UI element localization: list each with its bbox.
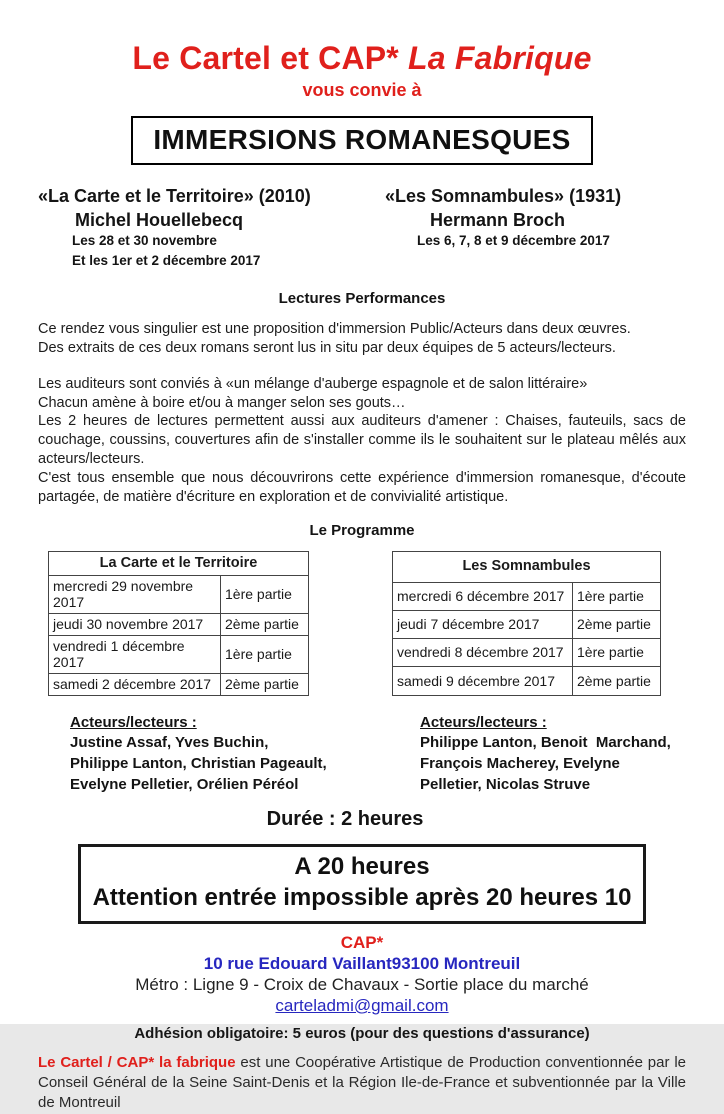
- table-cell-date: samedi 2 décembre 2017: [49, 673, 221, 695]
- duration-text: Durée : 2 heures: [266, 808, 424, 831]
- actors-left: [70, 713, 350, 796]
- table-row: [49, 635, 309, 673]
- page-subtitle: vous convie à: [302, 80, 422, 100]
- work-right-author: Hermann Broch: [430, 209, 566, 230]
- page-title-italic: La Fabrique: [398, 40, 592, 76]
- table-row: [393, 582, 661, 610]
- time-box-line2: Attention entrée impossible après 20 heures 10: [92, 884, 632, 912]
- table-cell-date: vendredi 1 décembre 2017: [49, 635, 221, 673]
- table-row: [49, 613, 309, 635]
- programme-table-carte: [48, 551, 309, 696]
- table-title: La Carte et le Territoire: [49, 551, 309, 575]
- work-left-title: «La Carte et le Territoire» (2010): [38, 186, 311, 206]
- table-cell-date: mercredi 29 novembre 2017: [49, 575, 221, 613]
- table-cell-part: 1ère partie: [221, 635, 309, 673]
- table-cell-date: vendredi 8 décembre 2017: [393, 639, 573, 667]
- actors-right: [420, 713, 720, 796]
- work-right-date-line: Les 6, 7, 8 et 9 décembre 2017: [417, 232, 610, 248]
- table-row: [393, 639, 661, 667]
- programme-heading: Le Programme: [309, 521, 415, 539]
- programme-tables: [48, 551, 724, 696]
- work-left-author: Michel Houellebecq: [75, 209, 244, 230]
- intro-line: Ce rendez vous singulier est une proposition d'immersion Public/Acteurs dans deux œuvres.: [38, 321, 631, 338]
- venue-section: [0, 933, 724, 1042]
- table-cell-date: jeudi 30 novembre 2017: [49, 613, 221, 635]
- footer-paragraph: [38, 1053, 686, 1114]
- actors-left-line: Philippe Lanton, Christian Pageault,: [70, 755, 327, 773]
- table-cell-date: jeudi 7 décembre 2017: [393, 610, 573, 638]
- actors-right-line: François Macherey, Evelyne: [420, 755, 620, 773]
- time-box-container: [0, 844, 724, 923]
- time-box-line1: A 20 heures: [294, 853, 430, 881]
- actors-section: [0, 713, 724, 796]
- details-line: Les auditeurs sont conviés à «un mélange d'auberge espagnole et de salon littéraire»: [38, 375, 588, 392]
- details-line: Les 2 heures de lectures permettent aussi aux auditeurs d'amener : Chaises, fauteuils, sacs de couchage, coussins, couvertures afin de s'installer comme ils le souhaitent sur le plateau mêlés aux acteurs/lecteurs.: [38, 413, 686, 468]
- actors-right-label: Acteurs/lecteurs :: [420, 713, 547, 731]
- work-right-dates: [385, 231, 715, 251]
- table-row: [49, 673, 309, 695]
- venue-email-row: [0, 996, 724, 1016]
- footer-text: est une Coopérative Artistique de Production conventionnée par le Conseil Général de la Seine Saint-Denis et la Région Ile-de-France et subventionnée par la Ville de Montreuil: [38, 1053, 686, 1112]
- table-cell-part: 2ème partie: [221, 613, 309, 635]
- table-row: [393, 667, 661, 695]
- details-paragraph: [38, 375, 686, 507]
- programme-table-somnambules: [392, 551, 661, 696]
- banner-container: [0, 116, 724, 165]
- intro-line: Des extraits de ces deux romans seront lus in situ par deux équipes de 5 acteurs/lecteurs.: [38, 339, 616, 356]
- table-title: Les Somnambules: [393, 551, 661, 582]
- work-right-title: «Les Somnambules» (1931): [385, 186, 622, 206]
- table-row: [393, 610, 661, 638]
- details-line: C'est tous ensemble que nous découvrirons cette expérience d'immersion romanesque, d'écoute partagée, de matière d'écriture en exploration et de convivialité artistique.: [38, 470, 686, 505]
- footer-org-name: Le Cartel / CAP* la fabrique: [38, 1053, 236, 1071]
- lectures-heading: Lectures Performances: [278, 290, 446, 308]
- work-right: [385, 186, 715, 271]
- actors-right-line: Pelletier, Nicolas Struve: [420, 775, 591, 793]
- venue-metro: Métro : Ligne 9 - Croix de Chavaux - Sortie place du marché: [135, 974, 589, 994]
- intro-paragraph: [38, 320, 686, 358]
- table-cell-date: samedi 9 décembre 2017: [393, 667, 573, 695]
- details-line: Chacun amène à boire et/ou à manger selon ses gouts…: [38, 394, 406, 411]
- email-link[interactable]: carteladmi@gmail.com: [275, 995, 449, 1015]
- table-row: [49, 575, 309, 613]
- table-cell-part: 1ère partie: [573, 639, 661, 667]
- page-title-main: Le Cartel et CAP*: [132, 40, 399, 76]
- actors-left-label: Acteurs/lecteurs :: [70, 713, 197, 731]
- actors-left-line: Evelyne Pelletier, Orélien Péréol: [70, 775, 299, 793]
- table-cell-date: mercredi 6 décembre 2017: [393, 582, 573, 610]
- works-section: [38, 186, 724, 271]
- table-cell-part: 2ème partie: [573, 610, 661, 638]
- actors-right-line: Philippe Lanton, Benoit Marchand,: [420, 734, 671, 752]
- work-left-date-line: Les 28 et 30 novembre: [72, 232, 217, 248]
- time-box: [78, 844, 646, 923]
- membership-note: Adhésion obligatoire: 5 euros (pour des questions d'assurance): [134, 1024, 590, 1042]
- venue-name: CAP*: [340, 932, 384, 952]
- work-left-dates: [38, 231, 385, 272]
- work-left-date-line: Et les 1er et 2 décembre 2017: [72, 252, 261, 268]
- actors-left-line: Justine Assaf, Yves Buchin,: [70, 734, 269, 752]
- event-banner: IMMERSIONS ROMANESQUES: [131, 116, 592, 165]
- page-title: [0, 0, 724, 77]
- table-cell-part: 2ème partie: [573, 667, 661, 695]
- table-cell-part: 1ère partie: [573, 582, 661, 610]
- table-cell-part: 2ème partie: [221, 673, 309, 695]
- work-left: [38, 186, 385, 271]
- table-cell-part: 1ère partie: [221, 575, 309, 613]
- venue-address: 10 rue Edouard Vaillant93100 Montreuil: [203, 953, 521, 973]
